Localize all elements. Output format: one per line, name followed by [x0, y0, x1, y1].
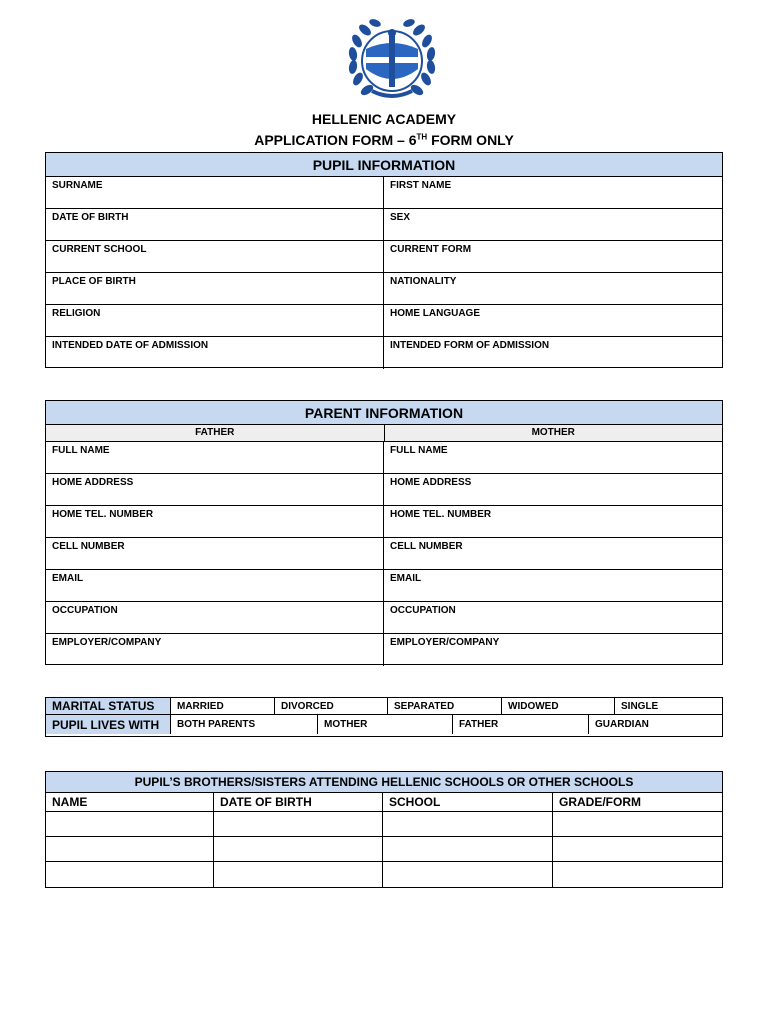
parent-field-row — [46, 538, 722, 570]
form-title — [0, 132, 768, 148]
sibling-cell[interactable] — [553, 812, 722, 836]
pupil-field[interactable]: DATE OF BIRTH — [46, 209, 384, 240]
school-crest-logo — [344, 17, 440, 105]
pupil-field[interactable]: CURRENT FORM — [390, 244, 472, 255]
pupil-field-row — [46, 305, 722, 337]
pupil-field-row — [46, 177, 722, 209]
marital-status-label: MARITAL STATUS — [46, 698, 171, 714]
father-field[interactable]: OCCUPATION — [46, 602, 384, 633]
parent-field-row — [46, 506, 722, 538]
father-field[interactable]: HOME ADDRESS — [46, 474, 384, 505]
pupil-lives-with-row — [46, 715, 722, 734]
pupil-field[interactable]: INTENDED FORM OF ADMISSION — [390, 340, 550, 351]
lives-with-option[interactable]: MOTHER — [318, 715, 453, 734]
parent-columns-header — [46, 425, 722, 442]
sibling-cell[interactable] — [214, 862, 383, 887]
sibling-cell[interactable] — [383, 837, 553, 861]
sibling-row — [46, 812, 722, 837]
pupil-field[interactable]: RELIGION — [46, 305, 384, 336]
siblings-column-header: GRADE/FORM — [559, 795, 641, 809]
form-title-superscript: TH — [416, 132, 428, 142]
lives-with-option[interactable]: FATHER — [453, 715, 589, 734]
marital-option[interactable]: WIDOWED — [502, 698, 615, 714]
father-field[interactable]: EMAIL — [46, 570, 384, 601]
sibling-cell[interactable] — [383, 812, 553, 836]
pupil-field-row — [46, 241, 722, 273]
sibling-cell[interactable] — [214, 837, 383, 861]
parent-field-row — [46, 474, 722, 506]
marital-option[interactable]: DIVORCED — [275, 698, 388, 714]
father-field[interactable]: HOME TEL. NUMBER — [46, 506, 384, 537]
pupil-field-row — [46, 209, 722, 241]
sibling-cell[interactable] — [46, 812, 214, 836]
sibling-cell[interactable] — [214, 812, 383, 836]
mother-field[interactable]: HOME ADDRESS — [390, 477, 472, 488]
siblings-column-headers — [46, 793, 722, 812]
marital-status-row — [46, 698, 722, 715]
pupil-field[interactable]: PLACE OF BIRTH — [46, 273, 384, 304]
pupil-field[interactable]: SEX — [390, 212, 411, 223]
pupil-field[interactable]: NATIONALITY — [390, 276, 457, 287]
mother-field[interactable]: FULL NAME — [390, 445, 448, 456]
parent-information-heading: PARENT INFORMATION — [46, 401, 722, 425]
siblings-section — [45, 771, 723, 888]
mother-field[interactable]: CELL NUMBER — [390, 541, 463, 552]
mother-column-label: MOTHER — [531, 427, 575, 438]
mother-field[interactable]: OCCUPATION — [390, 605, 456, 616]
mother-field[interactable]: EMPLOYER/COMPANY — [390, 637, 500, 648]
family-status-table — [45, 697, 723, 737]
parent-field-row — [46, 570, 722, 602]
mother-field[interactable]: HOME TEL. NUMBER — [390, 509, 492, 520]
sibling-row — [46, 862, 722, 887]
parent-field-row — [46, 442, 722, 474]
sibling-cell[interactable] — [553, 862, 722, 887]
marital-option[interactable]: SINGLE — [621, 700, 659, 712]
marital-option[interactable]: MARRIED — [171, 698, 275, 714]
pupil-field[interactable]: FIRST NAME — [390, 180, 452, 191]
form-title-suffix: FORM ONLY — [427, 132, 514, 148]
pupil-lives-with-label: PUPIL LIVES WITH — [46, 715, 171, 734]
father-column-label: FATHER — [46, 425, 385, 441]
father-field[interactable]: CELL NUMBER — [46, 538, 384, 569]
pupil-field[interactable]: CURRENT SCHOOL — [46, 241, 384, 272]
pupil-field[interactable]: INTENDED DATE OF ADMISSION — [46, 337, 384, 369]
school-name: HELLENIC ACADEMY — [311, 111, 457, 127]
father-field[interactable]: FULL NAME — [46, 442, 384, 473]
pupil-information-section — [45, 152, 723, 368]
form-title-prefix: APPLICATION FORM – 6 — [254, 132, 417, 148]
sibling-cell[interactable] — [383, 862, 553, 887]
pupil-information-heading: PUPIL INFORMATION — [46, 153, 722, 177]
sibling-cell[interactable] — [46, 862, 214, 887]
siblings-column-header: SCHOOL — [383, 793, 553, 811]
parent-information-section — [45, 400, 723, 665]
mother-field[interactable]: EMAIL — [390, 573, 422, 584]
sibling-cell[interactable] — [553, 837, 722, 861]
pupil-field-row — [46, 273, 722, 305]
lives-with-option[interactable]: BOTH PARENTS — [171, 715, 318, 734]
sibling-row — [46, 837, 722, 862]
pupil-field-row — [46, 337, 722, 369]
parent-field-row — [46, 602, 722, 634]
siblings-heading: PUPIL’S BROTHERS/SISTERS ATTENDING HELLENIC SCHOOLS OR OTHER SCHOOLS — [46, 772, 722, 793]
pupil-field[interactable]: SURNAME — [46, 177, 384, 208]
sibling-cell[interactable] — [46, 837, 214, 861]
parent-field-row — [46, 634, 722, 666]
siblings-column-header: DATE OF BIRTH — [214, 793, 383, 811]
marital-option[interactable]: SEPARATED — [388, 698, 502, 714]
father-field[interactable]: EMPLOYER/COMPANY — [46, 634, 384, 666]
lives-with-option[interactable]: GUARDIAN — [595, 719, 649, 730]
pupil-field[interactable]: HOME LANGUAGE — [390, 308, 480, 319]
siblings-column-header: NAME — [46, 793, 214, 811]
